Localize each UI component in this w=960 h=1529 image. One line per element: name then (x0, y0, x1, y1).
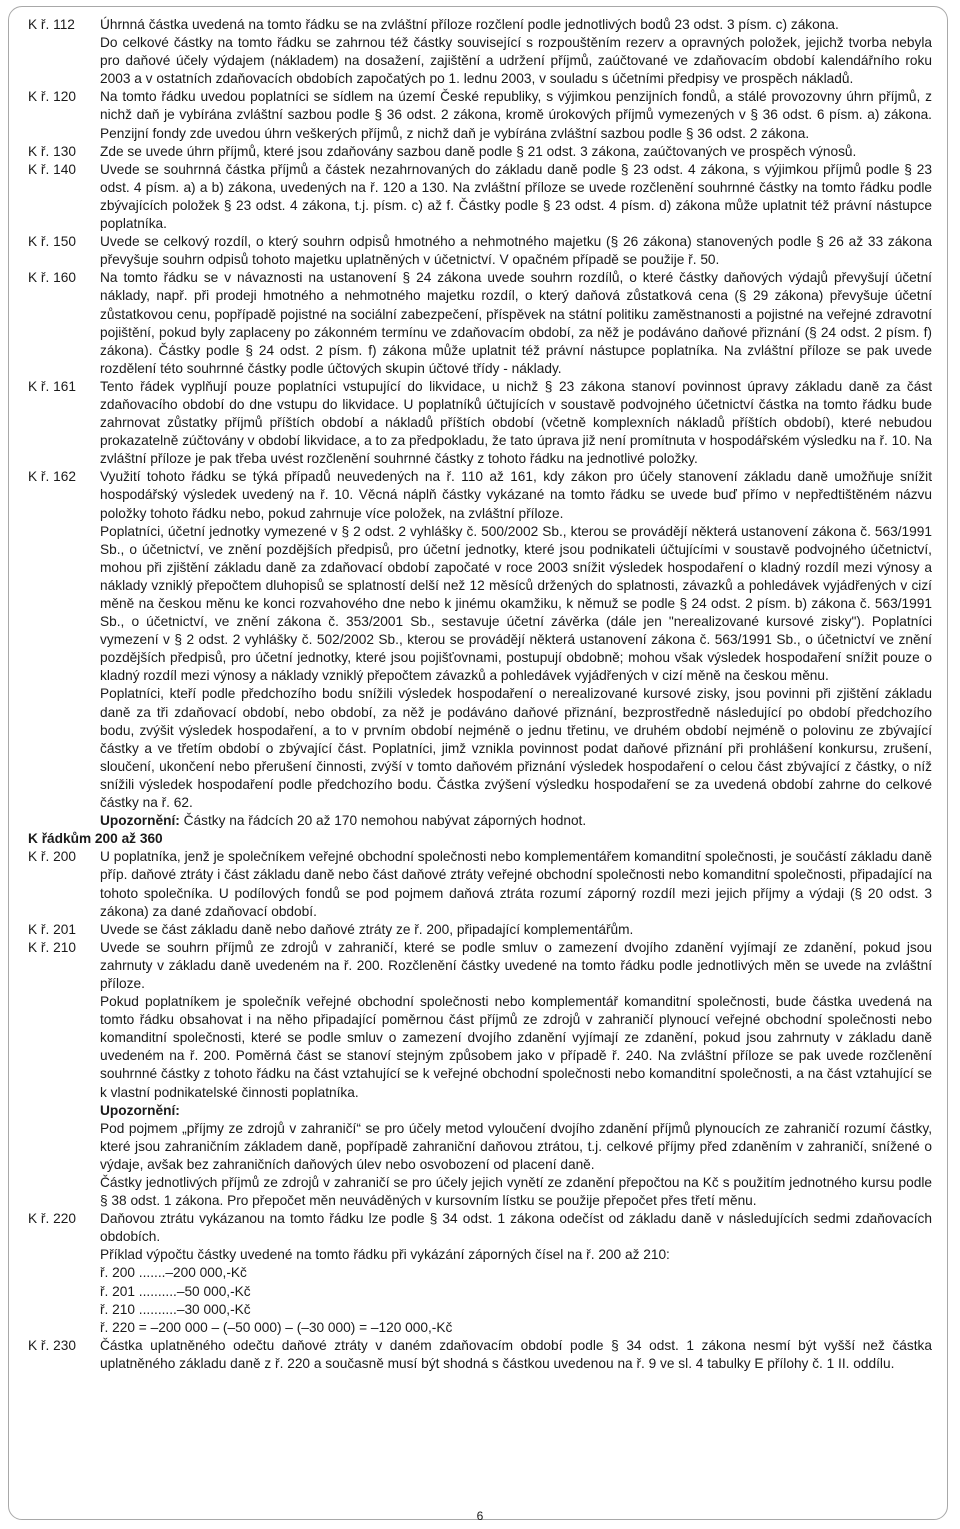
row-item (28, 378, 932, 468)
paragraph: Úhrnná částka uvedená na tomto řádku se na zvláštní příloze rozčlení podle jednotlivých bodů 23 odst. 3 písm. c) zákona. (100, 17, 839, 32)
row-text (100, 233, 932, 269)
page-number: 6 (476, 1509, 484, 1523)
row-label: K ř. 200 (28, 849, 76, 865)
row-item (28, 1210, 932, 1264)
paragraph: Tento řádek vyplňují pouze poplatníci vstupující do likvidace, u nichž § 23 zákona stanoví povinnost úpravy základu daně za část zdaňovacího období do dne vstupu do likvidace. U poplatníků účtujících v soustavě podvojného účetnictví částka na tomto řádku bude zahrnovat zůstatky příjmů příštích období a nákladů příštích období (včetně komplexních nákladů příštích období), které nebudou prokazatelně zúčtovány v období likvidace, a to za předpokladu, že tato úprava již není promítnuta v hospodářském výsledku na ř. 10. Na zvláštní příloze je pak třeba uvést rozčlenění souhrnné částky z tohoto řádku na jednotlivé položky. (100, 378, 932, 467)
row-item (28, 16, 932, 88)
paragraph: Poplatníci, účetní jednotky vymezené v § 2 odst. 2 vyhlášky č. 500/2002 Sb., kterou se provádějí některá ustanovení zákona č. 563/1991 Sb., o účetnictví, ve znění pozdějších předpisů, pro účetní jednotky, které jsou podnikateli účtujícími v soustavě podvojného účetnictví, mohou při zjištění základu daně za zdaňovací období započaté v roce 2003 snížit výsledek hospodaření o kladný rozdíl mezi výnosy a náklady vzniklý přepočtem dluhopisů se splatností delší než 12 měsíců držených do splatnosti, závazků a pohledávek vyjádřených v cizí měně na českou měnu ke konci rozvahového dne nebo k jinému okamžiku, k němuž se podle § 24 odst. 2 písm. b) zákona č. 563/1991 Sb., o účetnictví, ve znění zákona č. 353/2001 Sb., sestavuje účetní závěrka (dále jen "nerealizované kursové zisky"). Poplatníci vymezení v § 2 odst. 2 vyhlášky č. 502/2002 Sb., kterou se provádějí některá ustanovení zákona č. 563/1991 Sb., o účetnictví ve znění pozdějších předpisů, pro účetní jednotky, které jsou pojišťovnami, postupují obdobně; mohou však výsledek hospodaření snížit pouze o kladný rozdíl mezi výnosy a náklady vzniklý přepočtem závazků a pohledávek vyjádřených v cizí měně na českou měnu. (100, 523, 932, 684)
row-label: K ř. 160 (28, 270, 76, 286)
rows-block-2 (28, 848, 932, 1264)
paragraph: Uvede se souhrnná částka příjmů a částek nezahrnovaných do základu daně podle § 23 odst. 4 zákona, s výjimkou příjmů podle § 23 odst. 4 písm. a) a b) zákona, uvedených na ř. 120 a 130. Na zvláštní příloze se uvede rozčlenění souhrnné částky na tomto řádku podle zbývajících položek § 23 odst. 4 zákona, t.j. písm. c) až f. Částky podle § 23 odst. 4 písm. d) zákona může uplatnit též právní nástupce poplatníka. (100, 161, 932, 232)
rows-block-1 (28, 16, 932, 830)
row-item (28, 143, 932, 161)
paragraph: Zde se uvede úhrn příjmů, které jsou zdaňovány sazbou daně podle § 21 odst. 3 zákona, zaúčtovaných ve prospěch výnosů. (100, 143, 857, 159)
row-item (28, 921, 932, 939)
row-label: K ř. 230 (28, 1337, 76, 1353)
paragraph: Příklad výpočtu částky uvedené na tomto řádku při vykázání záporných čísel na ř. 200 až 210: (100, 1247, 670, 1263)
row-label: K ř. 220 (28, 1211, 76, 1227)
row-label: K ř. 112 (28, 17, 75, 32)
row-text (100, 161, 932, 233)
row-item (28, 161, 932, 233)
row-text (100, 378, 932, 468)
example-calculation (100, 1264, 932, 1336)
example-line: ř. 200 .......–200 000,-Kč (100, 1265, 247, 1281)
row-text (100, 848, 932, 920)
paragraph: Uvede se část základu daně nebo daňové ztráty ze ř. 200, připadající komplementářům. (100, 921, 634, 937)
row-text (100, 16, 932, 88)
row-label: K ř. 201 (28, 921, 76, 937)
paragraph: Do celkové částky na tomto řádku se zahrnou též částky související s rozpouštěním rezerv a opravných položek, jejichž tvorba nebyla pro daňové účely výdajem (nákladem) na dosažení, zajištění a udržení příjmů, zaúčtované ve zdaňovacím období kalendářního roku 2003 a v ostatních zdaňovacích obdobích započatých po 1. lednu 2003, v souladu s účetními předpisy ve prospěch nákladů. (100, 35, 932, 87)
row-text (100, 939, 932, 1210)
document-body (28, 16, 932, 1373)
paragraph: Částka uplatněného odečtu daňové ztráty v daném zdaňovacím období podle § 34 odst. 1 zákona nesmí být vyšší než částka uplatněného základu daně z ř. 220 a současně musí být shodná s částkou uvedenou na ř. 9 ve sl. 4 tabulky E přílohy č. 1 II. oddílu. (100, 1337, 932, 1371)
example-line: ř. 220 = –200 000 – (–50 000) – (–30 000) = –120 000,-Kč (100, 1319, 453, 1335)
paragraph: Na tomto řádku se v návaznosti na ustanovení § 24 zákona uvede souhrn rozdílů, o které částky daňových výdajů převyšují účetní náklady, např. při prodeji hmotného a nehmotného majetku rozdíl, o který daňová zůstatková cena (§ 29 zákona) převyšuje účetní zůstatkovou cenu, popřípadě pojistné na sociální zabezpečení, příspěvek na státní politiku zaměstnanosti a pojistné na veřejné zdravotní pojištění, pokud byly zaplaceny po zákonném termínu ve zdaňovacím období, za něž je podáváno daňové přiznání (§ 24 odst. 2 písm. f) zákona). Částky podle § 24 odst. 2 písm. f) zákona může uplatnit též právní nástupce poplatníka. Na zvláštní příloze se pak uvede rozdělení této souhrnné částky podle účtových skupin účtové třídy - náklady. (100, 270, 932, 376)
row-item (28, 468, 932, 830)
row-label: K ř. 162 (28, 469, 76, 485)
row-text (100, 921, 932, 939)
row-label: K ř. 161 (28, 378, 76, 394)
paragraph: Poplatníci, kteří podle předchozího bodu snížili výsledek hospodaření o nerealizované kursové zisky, jsou povinni při zjištění základu daně za tři zdaňovací období, nebo období, za něž je podáváno daňové přiznání, bezprostředně následující po období předchozího bodu, zvýšit výsledek hospodaření, a to v prvním období nejméně o jednu třetinu, ve druhém období nejméně o polovinu ze zbývající částky a ve třetím období o zbývající část. Poplatníci, jimž vznikla povinnost podat daňové přiznání při prohlášení konkursu, zrušení, sloučení, ukončení nebo přerušení činnosti, zvýší v tomto daňovém přiznání výsledek hospodaření o celou část zbývající z částky, o níž snížili výsledek hospodaření podle předchozího bodu. Částka zvýšení výsledku hospodaření se za uvedená období zahrne do celkové částky na ř. 62. (100, 686, 932, 811)
paragraph: Daňovou ztrátu vykázanou na tomto řádku lze podle § 34 odst. 1 zákona odečíst od základu daně v následujících sedmi zdaňovacích obdobích. (100, 1211, 932, 1245)
example-line: ř. 201 ..........–50 000,-Kč (100, 1283, 251, 1299)
row-text (100, 269, 932, 378)
paragraph: Na tomto řádku uvedou poplatníci se sídlem na území České republiky, s výjimkou penzijních fondů, a stálé provozovny úhrn příjmů, z nichž daň je vybírána zvláštní sazbou podle § 36 odst. 2 zákona, kromě úrokových příjmů vymezených v § 36 odst. 6 písm. a) zákona. Penzijní fondy zde uvedou úhrn veškerých příjmů, z nichž daň je vybírána zvláštní sazbou podle § 36 odst. 2 zákona. (100, 89, 932, 141)
row-item (28, 1337, 932, 1373)
row-text (100, 88, 932, 142)
paragraph: Využití tohoto řádku se týká případů neuvedených na ř. 110 až 161, kdy zákon pro účely stanovení základu daně umožňuje snížit hospodářský výsledek uvedený na ř. 10. Věcná náplň částky vykázané na tomto řádku se uvede buď přímo v nepředtištěném názvu položky tohoto řádku nebo, pokud zahrnuje více položek, na zvláštní příloze. (100, 469, 932, 521)
row-text (100, 1337, 932, 1373)
rows-block-3 (28, 1337, 932, 1373)
row-text (100, 468, 932, 830)
paragraph: U poplatníka, jenž je společníkem veřejné obchodní společnosti nebo komplementářem komanditní společnosti, je součástí základu daně příp. daňové ztráty i část základu daně nebo část daňové ztráty veřejné obchodní společnosti nebo komanditní společnosti, připadající na tohoto společníka. U podílových fondů se pod pojmem daňová ztráta rozumí záporný rozdíl mezi jejich příjmy a výdaji (§ 20 odst. 3 zákona) za dané zdaňovací období. (100, 849, 932, 919)
example-line: ř. 210 ..........–30 000,-Kč (100, 1301, 251, 1317)
row-text (100, 1210, 932, 1264)
row-label: K ř. 150 (28, 234, 76, 250)
row-label: K ř. 130 (28, 143, 76, 159)
row-item (28, 848, 932, 920)
paragraph: Uvede se celkový rozdíl, o který souhrn odpisů hmotného a nehmotného majetku (§ 26 zákona) stanovených podle § 26 až 33 zákona převyšuje souhrn odpisů tohoto majetku uplatněných v účetnictví. V opačném případě se použije ř. 50. (100, 234, 932, 268)
row-item (28, 269, 932, 378)
row-item (28, 939, 932, 1210)
paragraph: Uvede se souhrn příjmů ze zdrojů v zahraničí, které se podle smluv o zamezení dvojího zdanění vyjímají ze zdanění, pokud jsou zahrnuty v základu daně uvedeném na ř. 200. Rozčlenění částky uvedené na tomto řádku podle jednotlivých měn se uvede na zvláštní příloze. (100, 939, 932, 991)
paragraph: Částky jednotlivých příjmů ze zdrojů v zahraničí se pro účely jejich vynětí ze zdanění přepočtou na Kč s použitím jednotného kursu podle § 38 odst. 1 zákona. Pro přepočet měn neuváděných v kursovním lístku se použije přepočet přes třetí měnu. (100, 1175, 932, 1209)
row-item (28, 88, 932, 142)
paragraph: Pokud poplatníkem je společník veřejné obchodní společnosti nebo komplementář komanditní společnosti, bude částka uvedená na tomto řádku obsahovat i na něho připadající poměrnou část příjmů ze zdrojů v zahraničí plynoucí veřejné obchodní společnosti nebo komanditní společnosti, které se podle smluv o zamezení dvojího zdanění vyjímají ze zdanění, pokud jsou zahrnuty v základu daně uvedeném na ř. 200. Poměrná část se stanoví stejným způsobem jako v případě ř. 240. Na zvláštní příloze se pak uvede rozčlenění souhrnné částky z tohoto řádku na část vztahující se k veřejné obchodní společnosti nebo komanditní společnosti, a na část vztahující se k vlastní podnikatelské činnosti poplatníka. (100, 994, 932, 1100)
row-item (28, 233, 932, 269)
paragraph: Upozornění: Částky na řádcích 20 až 170 nemohou nabývat záporných hodnot. (100, 813, 587, 829)
row-text (100, 143, 932, 161)
row-label: K ř. 120 (28, 89, 76, 105)
paragraph: Pod pojmem „příjmy ze zdrojů v zahraničí“ se pro účely metod vyloučení dvojího zdanění příjmů plynoucích ze zahraničí rozumí částky, které jsou zahraničním základem daně, popřípadě zahraniční daňovou ztrátou, t.j. celkové příjmy před zdaněním v zahraničí, snížené o výdaje, avšak bez zahraničních daňových úlev nebo osvobození od placení daně. (100, 1120, 932, 1172)
row-label: K ř. 210 (28, 939, 76, 955)
row-label: K ř. 140 (28, 161, 76, 177)
section-heading: K řádkům 200 až 360 (28, 831, 163, 847)
paragraph: Upozornění: (100, 1102, 180, 1118)
